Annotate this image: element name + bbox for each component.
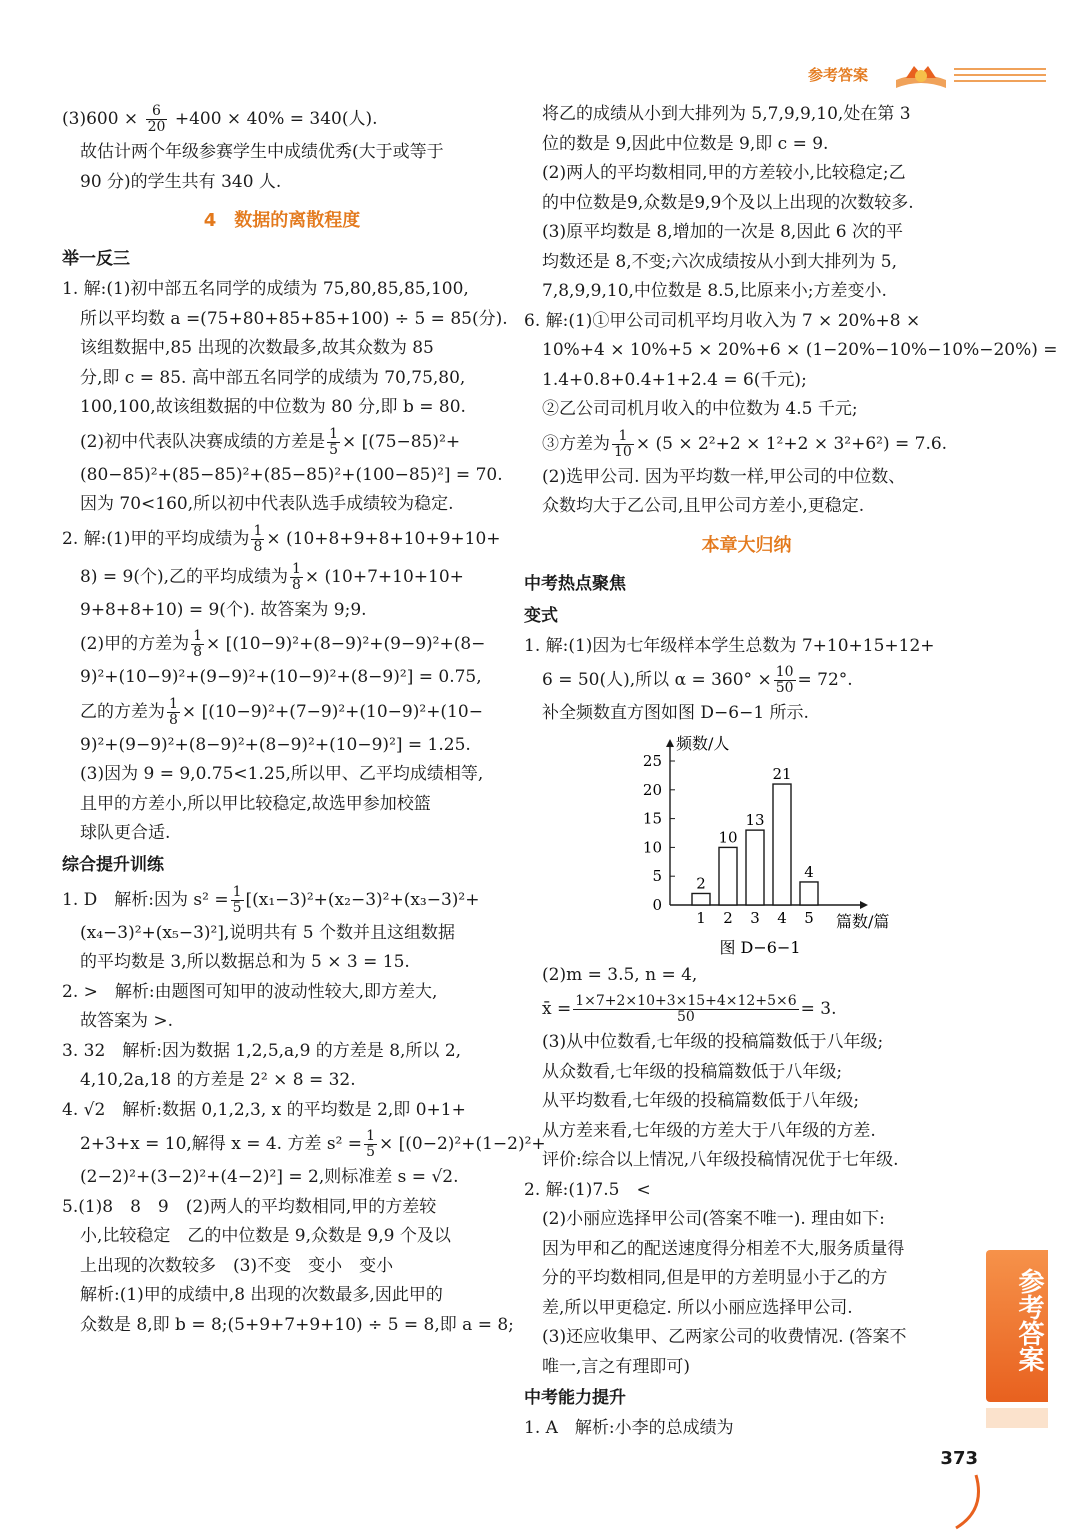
x-tick-label: 4 bbox=[777, 908, 787, 927]
text-line: 1. D 解析:因为 s² = $\frac{1}{5}$ [(x₁−3)²+(x₂−3)²+(x₃−3)²+ bbox=[62, 883, 480, 916]
text-line: 4,10,2a,18 的方差是 2² × 8 = 32. bbox=[80, 1070, 356, 1090]
text-line: (2−2)²+(3−2)²+(4−2)²] = 2,则标准差 s = √2. bbox=[80, 1167, 459, 1187]
page-curl-icon bbox=[946, 1470, 1006, 1530]
text-line: (3)还应收集甲、乙两家公司的收费情况. (答案不 bbox=[542, 1327, 907, 1347]
bar-value-label: 10 bbox=[718, 827, 738, 846]
book-emblem-icon bbox=[892, 58, 950, 94]
text-line: 100,100,故该组数据的中位数为 80 分,即 b = 80. bbox=[80, 397, 466, 417]
text-line: 评价:综合以上情况,八年级投稿情况优于七年级. bbox=[542, 1150, 899, 1170]
subsection-title: 举一反三 bbox=[62, 249, 130, 269]
text-line: 该组数据中,85 出现的次数最多,故其众数为 85 bbox=[80, 338, 434, 358]
text-line: (80−85)²+(85−85)²+(85−85)²+(100−85)²] = 70. bbox=[80, 464, 503, 485]
text-line: 3. 32 解析:因为数据 1,2,5,a,9 的方差是 8,所以 2, bbox=[62, 1040, 462, 1061]
text-line: (3)原平均数是 8,增加的一次是 8,因此 6 次的平 bbox=[542, 222, 903, 242]
x-axis-arrow-icon bbox=[860, 901, 868, 909]
header-title: 参考答案 bbox=[807, 66, 868, 84]
text-line: ②乙公司司机月收入的中位数为 4.5 千元; bbox=[542, 399, 858, 419]
text-line: (2)甲的方差为 $\frac{1}{8}$ × [(10−9)²+(8−9)²+(9−9)²+(8− bbox=[80, 628, 486, 660]
fraction: $\frac{1}{10}$ bbox=[614, 427, 632, 460]
text-line: 9)²+(9−9)²+(8−9)²+(8−9)²+(10−9)²] = 1.25. bbox=[80, 734, 471, 755]
text-line: 1. A 解析:小李的总成绩为 bbox=[524, 1418, 734, 1438]
text-line: 的平均数是 3,所以数据总和为 5 × 3 = 15. bbox=[80, 952, 410, 972]
text-line: 分,即 c = 85. 高中部五名同学的成绩为 70,75,80, bbox=[80, 367, 466, 388]
fraction: $\frac{1}{5}$ bbox=[329, 425, 339, 458]
fraction: $\frac{10}{50}$ bbox=[775, 664, 794, 696]
text-line: 7,8,9,9,10,中位数是 8.5,比原来小;方差变小. bbox=[542, 281, 887, 301]
fraction: $\frac{1}{8}$ bbox=[291, 560, 301, 593]
text-line: x̄ = $\frac{1\times 7+2\times 10+3\times 15+4\times 12+5\times 6}{50}$ = 3. bbox=[542, 993, 837, 1025]
text-line: 2+3+x = 10,解得 x = 4. 方差 s² = $\frac{1}{5}$ × [(0−2)²+(1−2)²+ bbox=[80, 1128, 546, 1160]
text-line: (3)因为 9 = 9,0.75<1.25,所以甲、乙平均成绩相等, bbox=[80, 764, 484, 784]
y-tick-label: 25 bbox=[642, 751, 662, 770]
text-line: (2)小丽应选择甲公司(答案不唯一). 理由如下: bbox=[542, 1209, 885, 1229]
fraction: $\frac{1}{8}$ bbox=[169, 695, 178, 728]
subsection-title: 综合提升训练 bbox=[62, 854, 164, 875]
fraction: $\frac{1}{5}$ bbox=[232, 883, 242, 916]
text-line: 从方差来看,七年级的方差大于八年级的方差. bbox=[542, 1120, 876, 1141]
text-line: (3)600 × $\frac{6}{20}$ +400 × 40% = 340(人). bbox=[62, 103, 378, 135]
page-number: 373 bbox=[940, 1448, 978, 1469]
text-line: (2)初中代表队决赛成绩的方差是 $\frac{1}{5}$ × [(75−85)²+ bbox=[80, 425, 461, 458]
text-line: 从平均数看,七年级的投稿篇数低于八年级; bbox=[542, 1091, 860, 1111]
histogram-chart bbox=[614, 729, 904, 961]
bar-value-label: 21 bbox=[772, 764, 792, 783]
text-line: 小,比较稳定 乙的中位数是 9,众数是 9,9 个及以 bbox=[80, 1226, 451, 1246]
subsection-title: 变式 bbox=[524, 605, 558, 626]
text-line: 故答案为 >. bbox=[80, 1011, 174, 1031]
text-line: 众数均大于乙公司,且甲公司方差小,更稳定. bbox=[542, 496, 865, 516]
fraction: $\frac{6}{20}$ bbox=[147, 103, 166, 135]
header-lines bbox=[954, 68, 1046, 92]
text-line: 众数是 8,即 b = 8;(5+9+7+9+10) ÷ 5 = 8,即 a = 8; bbox=[80, 1314, 514, 1335]
bar-value-label: 13 bbox=[745, 810, 765, 829]
figure-caption: 图 D−6−1 bbox=[719, 937, 801, 957]
y-axis-label: 频数/人 bbox=[676, 733, 730, 753]
fraction: $\frac{1}{5}$ bbox=[366, 1128, 375, 1160]
subsection-title: 中考能力提升 bbox=[524, 1388, 626, 1408]
section-title: 4 数据的离散程度 bbox=[203, 210, 361, 231]
text-line: 分的平均数相同,但是甲的方差明显小于乙的方 bbox=[542, 1268, 888, 1288]
y-tick-label: 0 bbox=[652, 895, 662, 914]
text-line: 2. > 解析:由题图可知甲的波动性较大,即方差大, bbox=[62, 981, 438, 1002]
histogram-figure bbox=[524, 729, 969, 961]
text-line: 且甲的方差小,所以甲比较稳定,故选甲参加校篮 bbox=[80, 793, 431, 814]
text-line: (x₄−3)²+(x₅−3)²],说明共有 5 个数并且这组数据 bbox=[80, 922, 455, 943]
text-line: 从众数看,七年级的投稿篇数低于八年级; bbox=[542, 1061, 843, 1082]
text-line: 5.(1)8 8 9 (2)两人的平均数相同,甲的方差较 bbox=[62, 1196, 437, 1217]
side-tab bbox=[986, 1250, 1048, 1402]
text-line: 球队更合适. bbox=[80, 823, 171, 843]
histogram-bar bbox=[746, 830, 764, 905]
side-strip bbox=[986, 1408, 1048, 1428]
text-line: 9)²+(10−9)²+(9−9)²+(10−9)²+(8−9)²] = 0.75, bbox=[80, 667, 482, 687]
y-tick-label: 10 bbox=[642, 837, 662, 856]
text-line: 唯一,言之有理即可) bbox=[542, 1356, 691, 1377]
text-line: 9+8+8+10) = 9(个). 故答案为 9;9. bbox=[80, 599, 367, 620]
fraction: $\frac{1\times 7+2\times 10+3\times 15+4\times 12+5\times 6}{50}$ bbox=[575, 993, 797, 1025]
text-line: 均数还是 8,不变;六次成绩按从小到大排列为 5, bbox=[542, 251, 897, 272]
text-line: 8) = 9(个),乙的平均成绩为 $\frac{1}{8}$ × (10+7+10+10+ bbox=[80, 560, 464, 593]
fraction: $\frac{1}{8}$ bbox=[193, 628, 203, 660]
y-tick-label: 5 bbox=[652, 866, 662, 885]
text-line: 1.4+0.8+0.4+1+2.4 = 6(千元); bbox=[542, 369, 807, 390]
bar-value-label: 2 bbox=[696, 873, 706, 892]
text-line: 将乙的成绩从小到大排列为 5,7,9,9,10,处在第 3 bbox=[542, 104, 911, 124]
text-line: 故估计两个年级参赛学生中成绩优秀(大于或等于 bbox=[80, 142, 444, 162]
y-tick-label: 20 bbox=[642, 780, 662, 799]
text-line: 因为 70<160,所以初中代表队选手成绩较为稳定. bbox=[80, 494, 454, 514]
x-tick-label: 1 bbox=[696, 908, 706, 927]
text-line: 6. 解:(1)①甲公司司机平均月收入为 7 × 20%+8 × bbox=[524, 310, 921, 331]
text-line: (2)两人的平均数相同,甲的方差较小,比较稳定;乙 bbox=[542, 163, 906, 183]
x-tick-label: 3 bbox=[750, 908, 760, 927]
text-line: (2)选甲公司. 因为平均数一样,甲公司的中位数、 bbox=[542, 466, 906, 487]
text-line: (2)m = 3.5, n = 4, bbox=[542, 964, 698, 985]
histogram-bar bbox=[692, 893, 710, 905]
text-line: 2. 解:(1)甲的平均成绩为 $\frac{1}{8}$ × (10+8+9+8+10+9+10+ bbox=[62, 522, 501, 555]
text-line: 乙的方差为 $\frac{1}{8}$ × [(10−9)²+(7−9)²+(10−9)²+(10− bbox=[80, 695, 483, 728]
text-line: 2. 解:(1)7.5 < bbox=[524, 1179, 651, 1200]
histogram-bar bbox=[719, 847, 737, 905]
page-header bbox=[786, 58, 1046, 98]
fraction: $\frac{1}{8}$ bbox=[253, 522, 263, 555]
text-line: 位的数是 9,因此中位数是 9,即 c = 9. bbox=[542, 133, 829, 154]
text-line: (3)从中位数看,七年级的投稿篇数低于八年级; bbox=[542, 1032, 884, 1052]
side-tab-label: 参考答案 bbox=[1014, 1268, 1044, 1372]
text-line: 上出现的次数较多 (3)不变 变小 变小 bbox=[80, 1255, 394, 1276]
text-line: 4. √2 解析:数据 0,1,2,3, x 的平均数是 2,即 0+1+ bbox=[62, 1099, 466, 1120]
text-line: 1. 解:(1)初中部五名同学的成绩为 75,80,85,85,100, bbox=[62, 279, 469, 299]
y-tick-label: 15 bbox=[642, 809, 662, 828]
text-line: 的中位数是9,众数是9,9个及以上出现的次数较多. bbox=[542, 192, 914, 213]
text-line: ③方差为 $\frac{1}{10}$ × (5 × 2²+2 × 1²+2 × 3²+6²) = 7.6. bbox=[542, 427, 948, 460]
text-line: 解析:(1)甲的成绩中,8 出现的次数最多,因此甲的 bbox=[80, 1285, 443, 1305]
text-line: 6 = 50(人),所以 α = 360° × $\frac{10}{50}$ = 72°. bbox=[542, 664, 853, 696]
bar-value-label: 4 bbox=[804, 862, 814, 881]
text-line: 1. 解:(1)因为七年级样本学生总数为 7+10+15+12+ bbox=[524, 635, 935, 656]
text-line: 因为甲和乙的配送速度得分相差不大,服务质量得 bbox=[542, 1238, 905, 1259]
histogram-bar bbox=[800, 881, 818, 904]
histogram-bar bbox=[773, 784, 791, 905]
text-line: 90 分)的学生共有 340 人. bbox=[80, 171, 282, 192]
x-axis-label: 篇数/篇 bbox=[836, 911, 890, 931]
subsection-title: 中考热点聚焦 bbox=[524, 573, 626, 594]
text-line: 所以平均数 a =(75+80+85+85+100) ÷ 5 = 85(分). bbox=[80, 308, 508, 329]
x-tick-label: 5 bbox=[804, 908, 814, 927]
y-axis-arrow-icon bbox=[666, 739, 674, 747]
text-line: 补全频数直方图如图 D−6−1 所示. bbox=[542, 703, 809, 723]
x-tick-label: 2 bbox=[723, 908, 733, 927]
text-line: 差,所以甲更稳定. 所以小丽应选择甲公司. bbox=[542, 1297, 853, 1318]
section-title: 本章大归纳 bbox=[701, 534, 792, 556]
text-line: 10%+4 × 10%+5 × 20%+6 × (1−20%−10%−10%−20%) = bbox=[542, 340, 1058, 360]
